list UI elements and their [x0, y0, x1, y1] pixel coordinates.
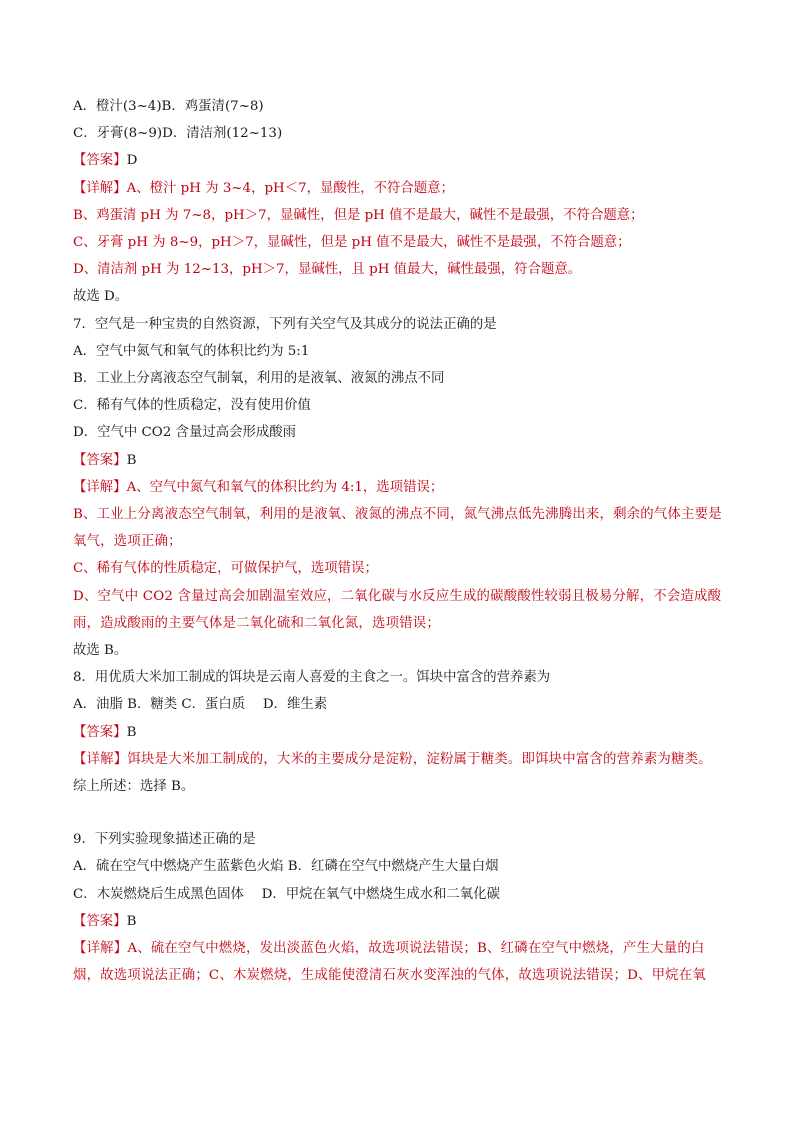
q9-options-line-2: C．木炭燃烧后生成黑色固体 D．甲烷在氧气中燃烧生成水和二氧化碳 [73, 886, 500, 902]
q9-answer [73, 908, 723, 935]
answer-tag: 【答案】 [73, 724, 127, 740]
q6-answer [73, 147, 723, 174]
detail-tag: 【详解】 [73, 479, 127, 495]
q6-detail-line-4: D、清洁剂 pH 为 12~13，pH＞7，显碱性，且 pH 值最大，碱性最强，符合题意。 [73, 262, 582, 278]
q8-stem: 8．用优质大米加工制成的饵块是云南人喜爱的主食之一。饵块中富含的营养素为 [73, 670, 551, 686]
q7-detail-line-3: C、稀有气体的性质稳定，可做保护气，选项错误； [73, 561, 378, 577]
q9-stem: 9．下列实验现象描述正确的是 [73, 832, 256, 848]
q7-option-b: B．工业上分离液态空气制氧，利用的是液氧、液氮的沸点不同 [73, 371, 445, 387]
q7-answer [73, 447, 723, 474]
q9-detail [73, 935, 723, 989]
q7-stem: 7．空气是一种宝贵的自然资源，下列有关空气及其成分的说法正确的是 [73, 316, 497, 332]
detail-tag: 【详解】 [73, 941, 128, 957]
detail-tag: 【详解】 [73, 751, 128, 767]
q6-detail-line-3: C、牙膏 pH 为 8~9，pH＞7，显碱性，但是 pH 值不是最大，碱性不是最强，不符合题意； [73, 235, 631, 251]
q6-detail-line-1 [73, 175, 723, 202]
answer-value: B [126, 452, 137, 468]
q8-answer [73, 719, 723, 746]
q7-detail-line-1 [73, 474, 723, 501]
q7-option-d: D．空气中 CO2 含量过高会形成酸雨 [73, 425, 297, 441]
q7-option-c: C．稀有气体的性质稳定，没有使用价值 [73, 398, 311, 414]
q8-detail [73, 746, 723, 773]
answer-tag: 【答案】 [73, 452, 127, 468]
detail-text: 饵块是大米加工制成的，大米的主要成分是淀粉，淀粉属于糖类。即饵块中富含的营养素为糖类。 [127, 751, 712, 767]
answer-tag: 【答案】 [73, 153, 127, 169]
q6-options-line-2: C．牙膏(8~9)D．清洁剂(12~13) [73, 126, 283, 142]
q9-options-line-1: A．硫在空气中燃烧产生蓝紫色火焰 B．红磷在空气中燃烧产生大量白烟 [73, 859, 499, 875]
answer-tag: 【答案】 [73, 913, 127, 929]
detail-text: A、橙汁 pH 为 3~4，pH＜7，显酸性，不符合题意； [126, 180, 454, 196]
q6-detail-line-2: B、鸡蛋清 pH 为 7~8，pH＞7，显碱性，但是 pH 值不是最大，碱性不是最强，不符合题意； [73, 207, 644, 223]
q7-option-a: A．空气中氮气和氧气的体积比约为 5:1 [73, 343, 310, 359]
answer-value: B [126, 913, 137, 929]
q7-detail-line-4: D、空气中 CO2 含量过高会加剧温室效应，二氧化碳与水反应生成的碳酸酸性较弱且极易分解，不会造成酸雨，造成酸雨的主要气体是二氧化硫和二氧化氮，选项错误； [73, 588, 722, 631]
answer-value: D [126, 153, 138, 169]
q6-conclusion: 故选 D。 [73, 289, 129, 305]
detail-text: A、空气中氮气和氧气的体积比约为 4:1，选项错误； [126, 479, 444, 495]
q8-conclusion: 综上所述：选择 B。 [73, 779, 195, 795]
q7-detail-line-2: B、工业上分离液态空气制氧，利用的是液氧、液氮的沸点不同，氮气沸点低先沸腾出来，剩余的气体主要是氧气，选项正确； [73, 507, 722, 550]
detail-tag: 【详解】 [73, 180, 127, 196]
q7-conclusion: 故选 B。 [73, 643, 128, 659]
q8-options: A．油脂 B．糖类 C．蛋白质 D．维生素 [73, 697, 328, 713]
detail-text: A、硫在空气中燃烧，发出淡蓝色火焰，故选项说法错误；B、红磷在空气中燃烧，产生大量的白烟，故选项说法正确；C、木炭燃烧，生成能使澄清石灰水变浑浊的气体，故选项说法错误；D、甲烷在氧 [73, 941, 706, 984]
answer-value: B [126, 724, 137, 740]
section-gap [73, 800, 723, 826]
document-content [73, 93, 723, 990]
q6-options-line-1: A．橙汁(3~4)B．鸡蛋清(7~8) [73, 99, 264, 114]
